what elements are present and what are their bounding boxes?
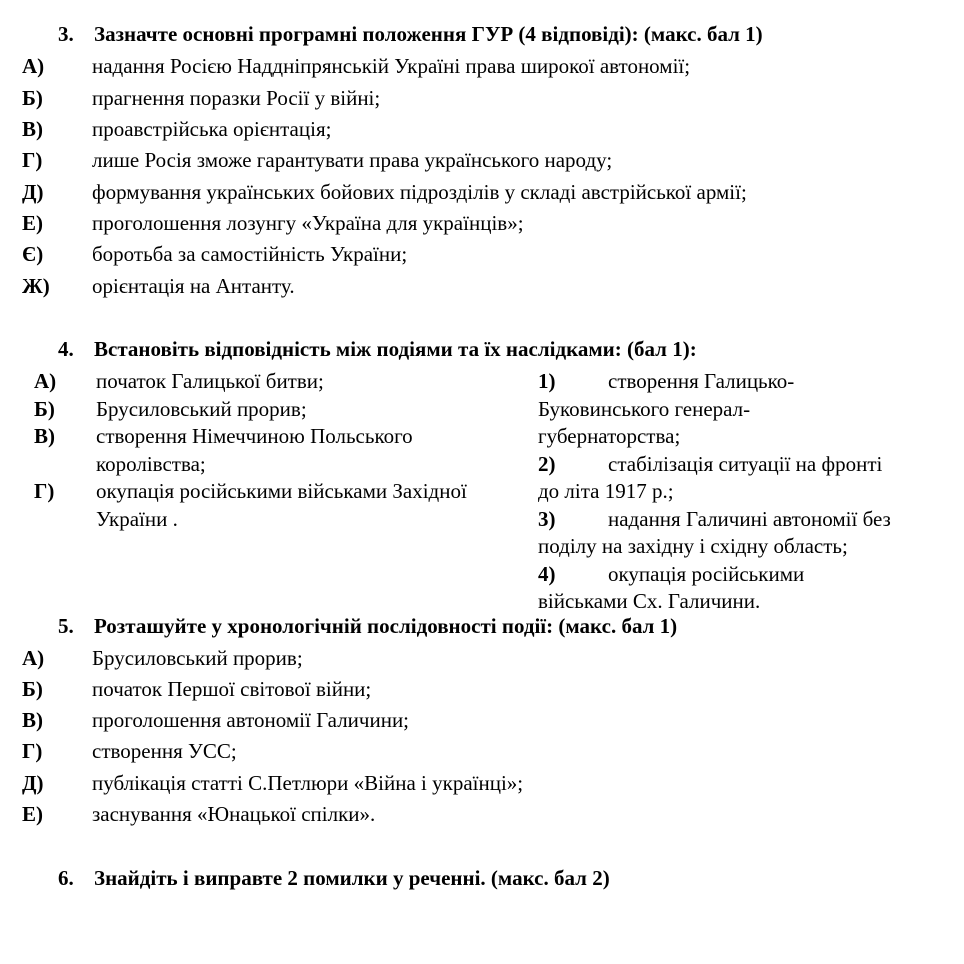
q3-option-e — [22, 211, 524, 236]
q3-option-v — [22, 117, 331, 142]
consequence-text-continued: військами Сх. Галичини. — [538, 589, 761, 613]
q5-option-d — [22, 771, 523, 796]
option-letter: В) — [22, 117, 43, 141]
question-3-title — [58, 22, 763, 47]
consequence-number: 1) — [538, 369, 556, 393]
event-item — [34, 423, 516, 478]
question-number: 6. — [58, 866, 74, 890]
event-item — [34, 368, 534, 396]
option-text: проавстрійська орієнтація; — [92, 117, 332, 141]
question-text: Зазначте основні програмні положення ГУР (4 відповіді): (макс. бал 1) — [94, 22, 763, 46]
option-text: боротьба за самостійність України; — [92, 242, 408, 266]
option-text: лише Росія зможе гарантувати права українського народу; — [92, 148, 613, 172]
question-number: 3. — [58, 22, 74, 46]
event-item — [34, 478, 534, 533]
q5-option-v — [22, 708, 409, 733]
event-text: окупація російськими військами Західної України . — [96, 479, 467, 531]
question-5-title — [58, 614, 677, 639]
consequence-text: окупація російськими — [608, 561, 805, 586]
option-text: формування українських бойових підрозділів у складі австрійської армії; — [92, 180, 747, 204]
q5-option-b — [22, 677, 371, 702]
q5-option-h — [22, 739, 237, 764]
q3-option-d — [22, 180, 747, 205]
consequence-number: 4) — [538, 561, 556, 586]
option-letter: Д) — [22, 771, 44, 795]
option-letter: В) — [22, 708, 43, 732]
q3-option-ye — [22, 242, 407, 267]
option-text: проголошення лозунгу «Україна для українців»; — [92, 211, 524, 235]
consequence-text-continued: поділу на західну і східну область; — [538, 534, 848, 558]
event-letter: А) — [34, 369, 57, 393]
option-letter: Е) — [22, 802, 43, 826]
consequence-item — [538, 506, 938, 561]
option-letter: Е) — [22, 211, 43, 235]
consequences-column — [538, 368, 938, 616]
option-letter: Б) — [22, 86, 43, 110]
consequence-number: 3) — [538, 506, 556, 531]
question-number: 4. — [58, 337, 74, 361]
option-text: початок Першої світової війни; — [92, 677, 372, 701]
consequence-item — [538, 368, 938, 451]
q3-option-zh — [22, 274, 295, 299]
option-letter: Г) — [22, 739, 43, 763]
event-text: початок Галицької битви; — [96, 369, 324, 393]
consequence-number: 2) — [538, 451, 556, 476]
event-text: створення Німеччиною Польського королівства; — [96, 424, 413, 476]
event-letter: Б) — [34, 396, 55, 421]
option-letter: Ж) — [22, 274, 50, 298]
option-text: прагнення поразки Росії у війні; — [92, 86, 381, 110]
consequence-item — [538, 451, 938, 506]
consequence-text: стабілізація ситуації на фронті — [608, 451, 883, 476]
event-text: Брусиловський прорив; — [96, 396, 307, 421]
event-item — [34, 396, 534, 424]
q3-option-b — [22, 86, 380, 111]
consequence-text-continued: до літа 1917 р.; — [538, 479, 674, 503]
question-4-title — [58, 337, 697, 362]
option-letter: А) — [22, 54, 45, 78]
question-text: Розташуйте у хронологічній послідовності події: (макс. бал 1) — [94, 614, 678, 638]
option-letter: Г) — [22, 148, 43, 172]
event-letter: Г) — [34, 479, 55, 503]
option-letter: Є) — [22, 242, 44, 266]
q5-option-a — [22, 646, 303, 671]
option-text: публікація статті С.Петлюри «Війна і українці»; — [92, 771, 524, 795]
q3-option-h — [22, 148, 612, 173]
option-letter: Б) — [22, 677, 43, 701]
consequence-text-continued: Буковинського генерал-губернаторства; — [538, 396, 751, 448]
q5-option-e — [22, 802, 375, 827]
q3-option-a — [22, 54, 690, 79]
option-text: створення УСС; — [92, 739, 237, 763]
consequence-text: надання Галичині автономії без — [608, 506, 891, 531]
option-text: проголошення автономії Галичини; — [92, 708, 410, 732]
question-number: 5. — [58, 614, 74, 638]
option-text: Брусиловський прорив; — [92, 646, 303, 670]
question-6-title — [58, 866, 610, 891]
option-letter: А) — [22, 646, 45, 670]
option-letter: Д) — [22, 180, 44, 204]
consequence-item — [538, 561, 938, 616]
events-column — [34, 368, 534, 533]
consequence-text: створення Галицько- — [608, 369, 795, 393]
event-letter: В) — [34, 424, 55, 448]
option-text: надання Росією Наддніпрянській Україні права широкої автономії; — [92, 54, 691, 78]
question-text: Встановіть відповідність між подіями та їх наслідками: (бал 1): — [94, 337, 697, 361]
option-text: заснування «Юнацької спілки». — [92, 802, 376, 826]
question-text: Знайдіть і виправте 2 помилки у реченні. (макс. бал 2) — [94, 866, 610, 890]
option-text: орієнтація на Антанту. — [92, 274, 295, 298]
